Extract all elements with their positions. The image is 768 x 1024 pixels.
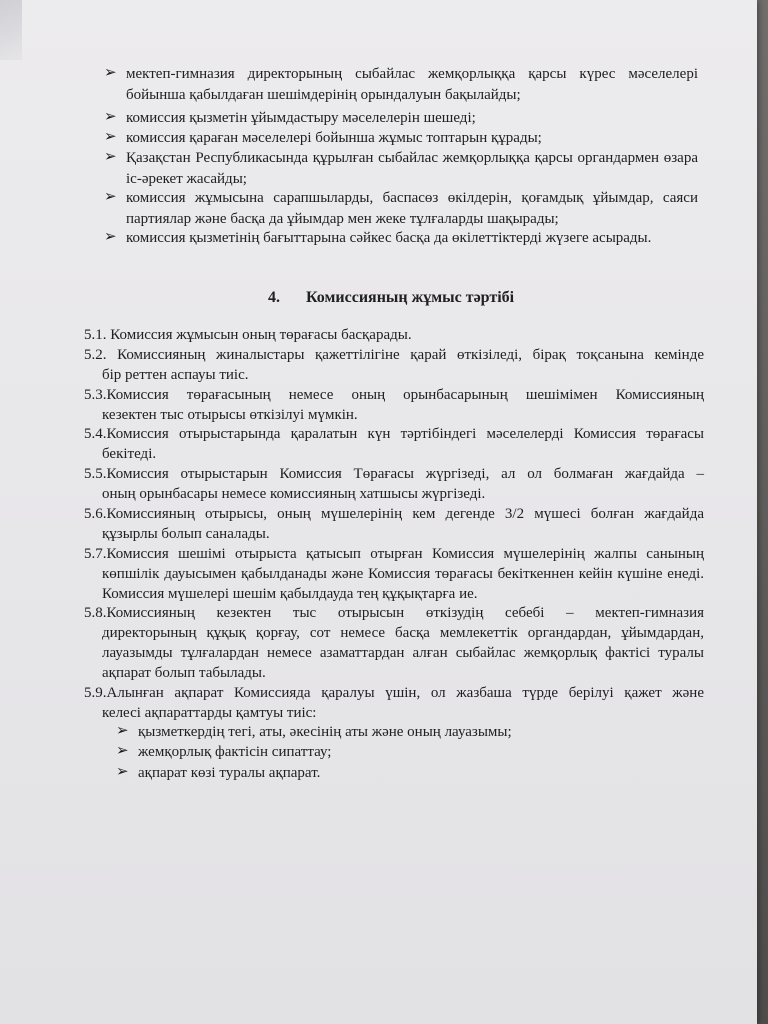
- info-item-text: жемқорлық фактісін сипаттау;: [138, 744, 332, 760]
- clause-item: [84, 424, 704, 464]
- arrow-bullet-icon: ➢: [116, 764, 129, 780]
- clause-first-line: 5.4.Комиссия отырыстарында қаралатын күн тәртібіндегі мәселелерді Комиссия төрағасы: [84, 426, 704, 442]
- clause-continuation: құзырлы болып саналады.: [102, 526, 270, 542]
- arrow-bullet-icon: ➢: [104, 189, 117, 205]
- arrow-bullet-icon: ➢: [104, 149, 117, 165]
- clause-item: [84, 603, 704, 683]
- clause-first-line: 5.3.Комиссия төрағасының немесе оның орынбасарының шешімімен Комиссияның: [84, 387, 704, 403]
- clause-continuation: келесі ақпараттарды қамтуы тиіс:: [102, 705, 317, 721]
- arrow-bullet-icon: ➢: [104, 65, 117, 81]
- clause-item: [84, 544, 704, 604]
- clause-first-line: 5.1. Комиссия жұмысын оның төрағасы басқарады.: [84, 327, 412, 343]
- section-title: Комиссияның жұмыс тәртібі: [306, 289, 515, 306]
- clause-first-line: 5.5.Комиссия отырыстарын Комиссия Төрағасы жүргізеді, ал ол болмаған жағдайда –: [84, 466, 704, 482]
- clause-item: [84, 683, 704, 723]
- clause-first-line: 5.6.Комиссияның отырысы, оның мүшелерінің кем дегенде 3/2 мүшесі болған жағдайда: [84, 506, 704, 522]
- clause-continuation: бекітеді.: [102, 446, 157, 462]
- clause-first-line: 5.2. Комиссияның жиналыстары қажеттілігіне қарай өткізіледі, бірақ тоқсанына кемінде: [84, 347, 704, 363]
- section-heading: [268, 288, 514, 308]
- arrow-bullet-icon: ➢: [104, 109, 117, 125]
- arrow-bullet-icon: ➢: [116, 723, 129, 739]
- clause-continuation: директорының құқық қорғау, сот немесе басқа мемлекеттік органдардан, ұйымдардан, лауазымды тұлғалардан немесе азаматтардан алған сыбайлас жемқорлық фактісі туралы ақпарат болып табылады.: [102, 625, 704, 681]
- clause-first-line: 5.8.Комиссияның кезектен тыс отырысын өткізудің себебі – мектеп-гимназия: [84, 605, 704, 621]
- clause-item: [84, 504, 704, 544]
- clause-continuation: оның орынбасары немесе комиссияның хатшысы жүргізеді.: [102, 486, 486, 502]
- duty-text: комиссия жұмысына сарапшыларды, баспасөз өкілдерін, қоғамдық ұйымдар, саяси партиялар және басқа да ұйымдар мен жеке тұлғаларды шақырады;: [126, 190, 698, 227]
- arrow-bullet-icon: ➢: [116, 743, 129, 759]
- arrow-bullet-icon: ➢: [104, 229, 117, 245]
- arrow-bullet-icon: ➢: [104, 129, 117, 145]
- info-item-text: қызметкердің тегі, аты, әкесінің аты және оның лауазымы;: [138, 724, 512, 740]
- clause-continuation: көпшілік дауысымен қабылданады және Комиссия төрағасы бекіткеннен кейін күшіне енеді. Комиссия мүшелері шешім қабылдауда тең құқықтарға ие.: [102, 566, 704, 602]
- clause-item: [84, 325, 704, 345]
- duty-text: комиссия қараған мәселелері бойынша жұмыс топтарын құрады;: [126, 130, 542, 146]
- clause-item: [84, 345, 704, 385]
- info-item-text: ақпарат көзі туралы ақпарат.: [138, 765, 321, 781]
- clause-item: [84, 385, 704, 425]
- clause-continuation: бір реттен аспауы тиіс.: [102, 367, 249, 383]
- clause-continuation: кезектен тыс отырысы өткізілуі мүмкін.: [102, 407, 358, 423]
- clause-item: [84, 464, 704, 504]
- duty-text: Қазақстан Республикасында құрылған сыбайлас жемқорлыққа қарсы органдармен өзара іс-әрекет жасайды;: [126, 150, 698, 187]
- clause-first-line: 5.9.Алынған ақпарат Комиссияда қаралуы үшін, ол жазбаша түрде берілуі қажет және: [84, 685, 704, 701]
- clause-first-line: 5.7.Комиссия шешімі отырыста қатысып отырған Комиссия мүшелерінің жалпы санының: [84, 546, 704, 562]
- duty-text: мектеп-гимназия директорының сыбайлас жемқорлыққа қарсы күрес мәселелері бойынша қабылдаған шешімдерінің орындалуын бақылайды;: [126, 66, 698, 103]
- duty-text: комиссия қызметінің бағыттарына сәйкес басқа да өкілеттіктерді жүзеге асырады.: [126, 230, 652, 246]
- section-number: 4.: [268, 289, 280, 306]
- duty-text: комиссия қызметін ұйымдастыру мәселелерін шешеді;: [126, 110, 476, 126]
